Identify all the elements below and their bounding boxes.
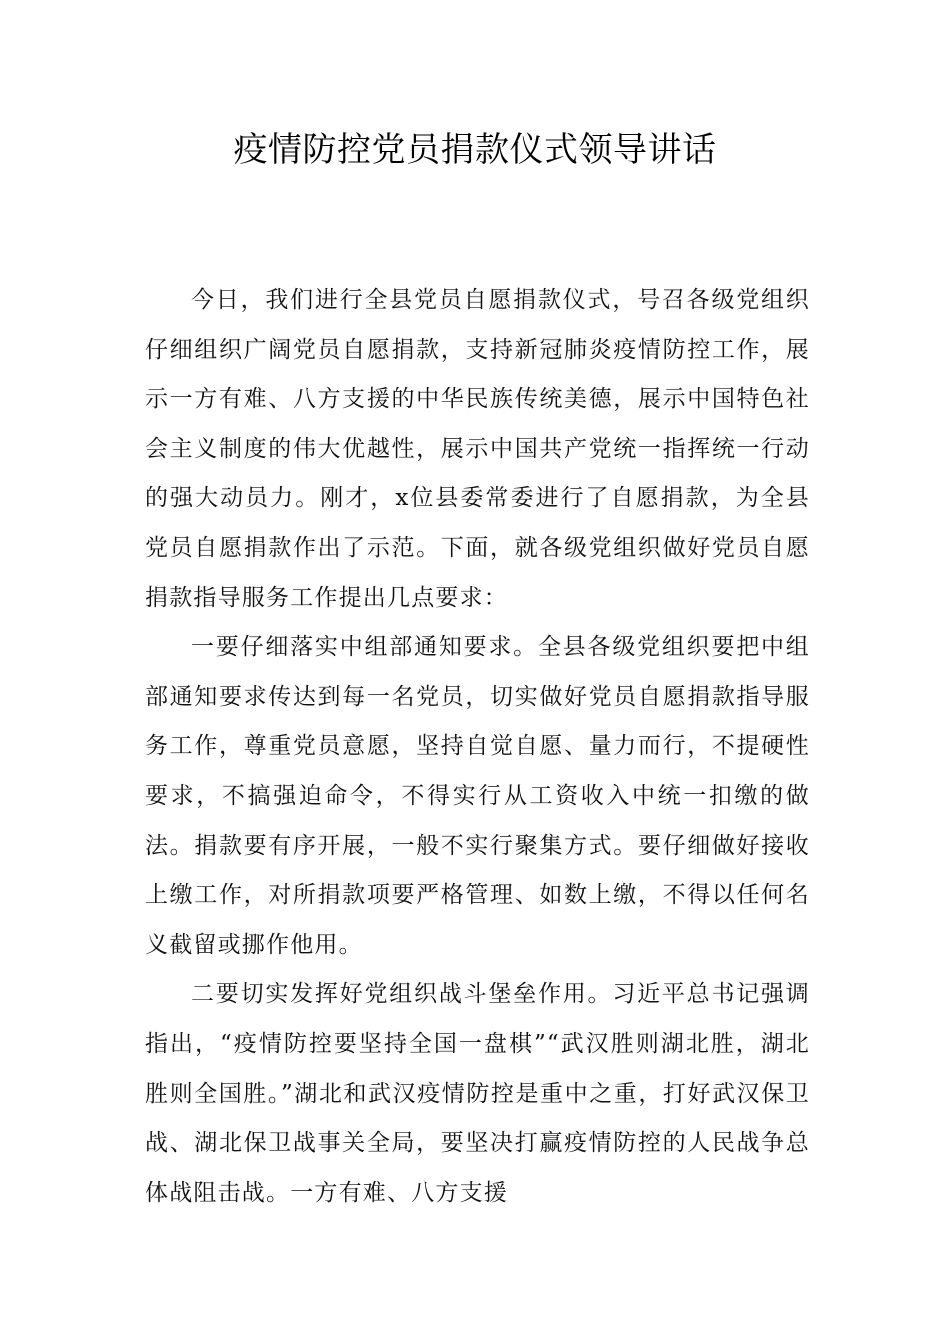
paragraph-requirement-two: 二要切实发挥好党组织战斗堡垒作用。习近平总书记强调指出，“疫情防控要坚持全国一盘棋”“武汉胜则湖北胜，湖北胜则全国胜。”湖北和武汉疫情防控是重中之重，打好武汉保卫战、湖北保卫战事关全局，要坚决打赢疫情防控的人民战争总体战阻击战。一方有难、八方支援	[145, 981, 810, 1206]
paragraph-intro: 今日，我们进行全县党员自愿捐款仪式，号召各级党组织仔细组织广阔党员自愿捐款，支持新冠肺炎疫情防控工作，展示一方有难、八方支援的中华民族传统美德，展示中国特色社会主义制度的伟大优越性，展示中国共产党统一指挥统一行动的强大动员力。刚才，x位县委常委进行了自愿捐款，为全县党员自愿捐款作出了示范。下面，就各级党组织做好党员自愿捐款指导服务工作提出几点要求：	[145, 287, 810, 611]
document-body	[145, 276, 810, 1218]
document-title: 疫情防控党员捐款仪式领导讲话	[233, 130, 717, 170]
paragraph-requirement-one: 一要仔细落实中组部通知要求。全县各级党组织要把中组部通知要求传达到每一名党员，切实做好党员自愿捐款指导服务工作，尊重党员意愿，坚持自觉自愿、量力而行，不提硬性要求，不搞强迫命令，不得实行从工资收入中统一扣缴的做法。捐款要有序开展，一般不实行聚集方式。要仔细做好接收上缴工作，对所捐款项要严格管理、如数上缴，不得以任何名义截留或挪作他用。	[145, 634, 810, 958]
